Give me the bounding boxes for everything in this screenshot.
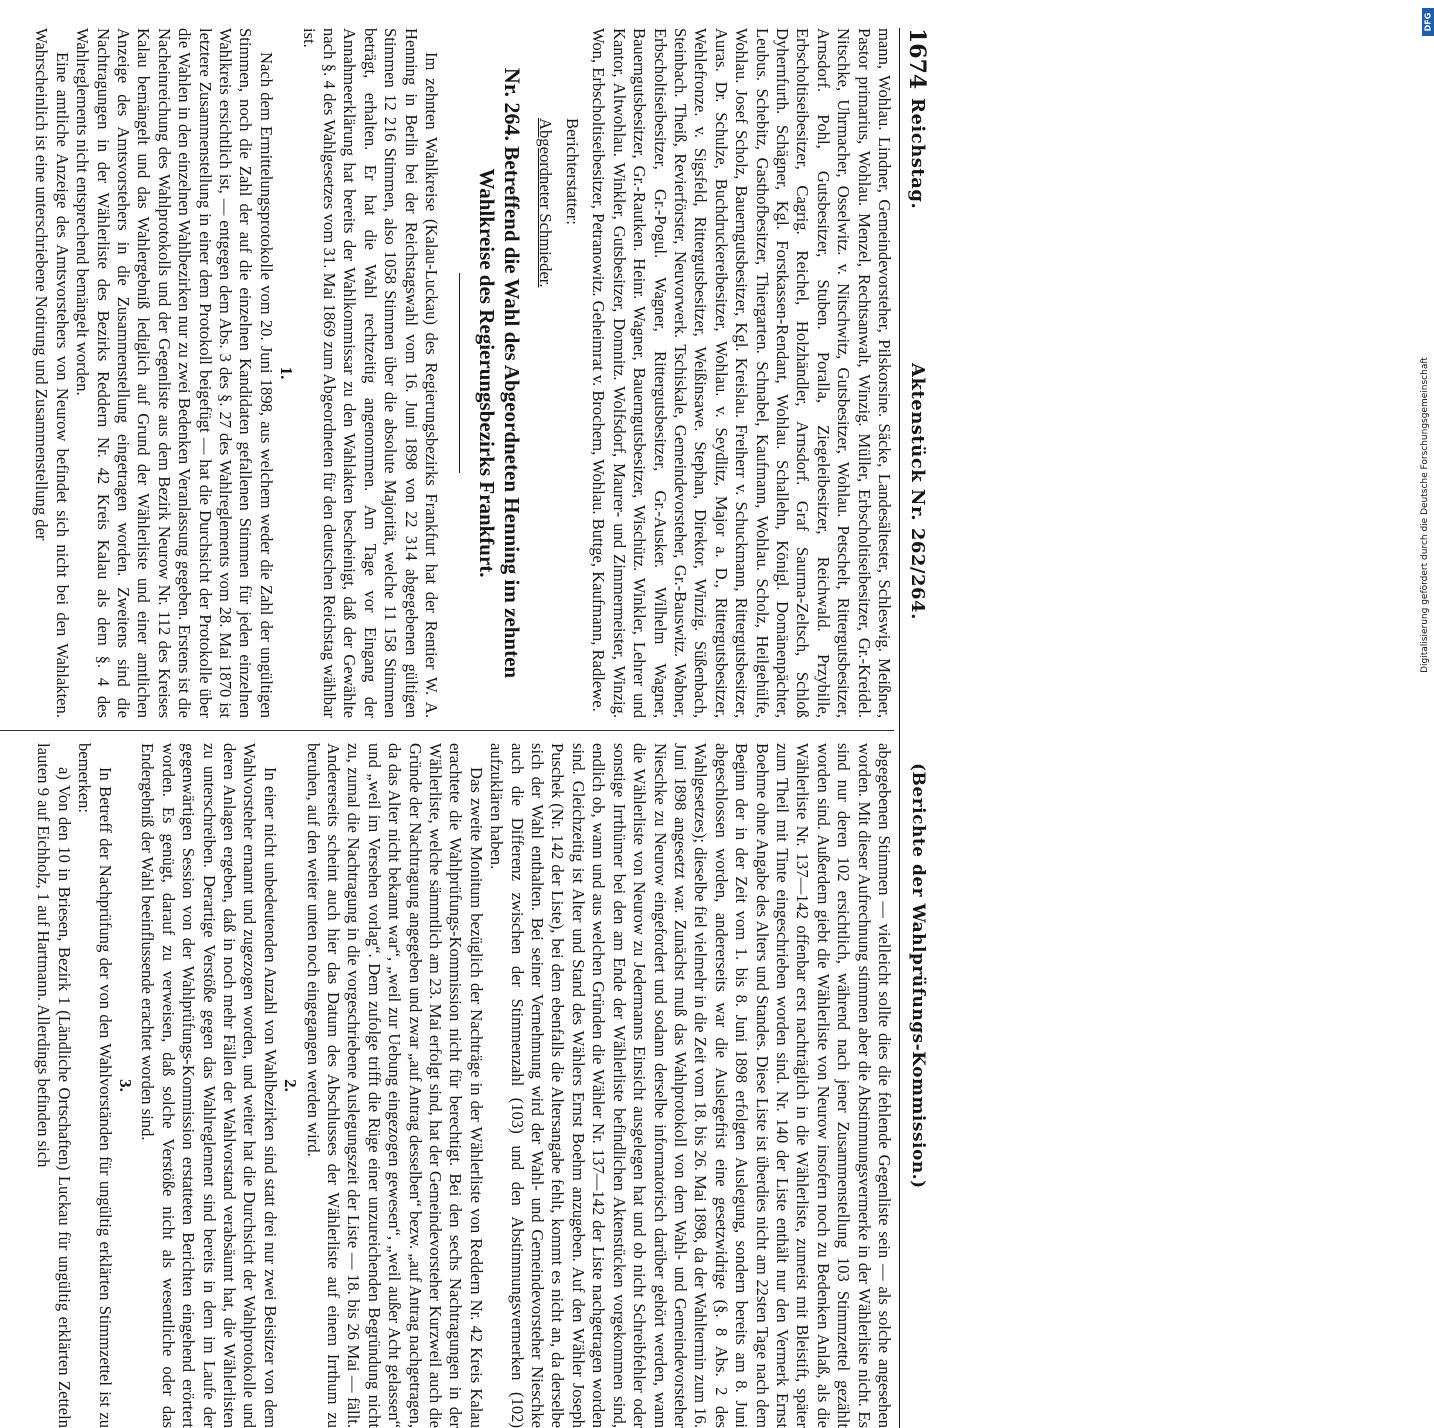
rapporteur-label: Berichterstatter: [562,118,582,225]
rapporteur-name: Abgeordneter Schmieder. [536,118,556,288]
running-head-left: Reichstag. [907,98,928,210]
dfg-logo-text: DFG [1423,12,1433,32]
running-head [899,28,932,1428]
right-paragraph-2: Das zweite Monitum bezüglich der Nachträge in der Wählerliste von Reddern Nr. 42 Kreis Kalau erachtete die Wahlprüfungs-Kommission nicht für berechtigt. Bei den sechs Nachtragungen in der Wählerliste, welche sämmtlich am 23. Mai erfolgt sind, hat der Gemeindevorsteher Kurzweil auch die Gründe der Nachtragung angegeben und zwar „auf Antrag desselben“ bezw. „auf Antrag nachgetragen, da das Alter nicht bekannt war“, „weil zur Uebung eingezogen gewesen“, „weil außer Acht gelassen“ und „weil im Versehen vorlag“. Dem zufolge trifft die Rüge einer unzureichenden Begründung nicht zu, zumal die Nachtragung in die vorgeschriebene Auslegungszeit der Liste — 18. bis 26 Mai — fällt. Andererseits scheint auch hier das Datum des Abschlusses der Wählerliste auf einem Irrthum zu beruhen, auf den weiter unten noch eingegangen werden wird. [303,743,486,1428]
right-column [0,743,894,1428]
rapporteur-name-line [535,28,555,718]
point-1-number: 1. [277,366,297,380]
running-head-center: Aktenstück Nr. 262/264. [907,363,928,620]
section-number: Nr. 264. [500,67,526,142]
section-heading [449,28,525,718]
closing-paragraph: Eine amtliche Anzeige des Amtsvorstehers von Neurow befindet sich nicht bei den Wahlakten. Wahrscheinlich ist eine unterschriebene Notirung und Zusammenstellung der [32,28,72,718]
member-list-paragraph: mann, Wohlau. Lindner, Gemeindevorsteher, Pilskorsine. Säcke, Landesältester, Schleswig. Meißner, Pastor primarius, Wohlau. Menzel, Rechtsanwalt, Winzig. Müller, Erbscholtiseibesitzer, Gr.-Kreidel. Nitschke, Uhrmacher, Osselwitz. v. Nitschwitz, Gutsbesitzer, Wohlau. Petschelt, Rittergutsbesitzer, Arnsdorf. Pohl, Gutsbesitzer, Stuben. Poralla, Ziegeleibesitzer, Reichwald. Przybille, Erbscholtiseibesitzer, Cagrig. Reichel, Holzhändler, Arnsdorf. Graf Saurma-Zeltsch, Schloß Dyhernfurth. Schägner, Kgl. Forstkassen-Rendant, Wohlau. Schallehn, Königl. Domänenpächter, Leubus. Schebitz, Gasthofbesitzer, Thiergarten. Schnabel, Kaufmann, Wohlau. Scholz, Heilgehülfe, Wohlau. Josef Scholz, Bauerngutsbesitzer, Kgl. Kreislau. Freiherr v. Schuckmann, Rittergutsbesitzer, Auras. Dr. Schulze, Buchdruckereibesitzer, Wohlau. v. Seydlitz, Major a. D., Rittergutsbesitzer, Wehlefronze. v. Sigsfeld, Rittergutsbesitzer, Weißinsawe. Stephan, Direktor, Winzig. Süßenbach, Steinbach. Theiß, Revierförster, Neuvorwerk. Tschiskale, Gemeindevorsteher, Gr.-Bauswitz. Wabner, Erbscholtiseibesitzer, Gr.-Pogul. Wagner, Rittergutsbesitzer, Gr.-Ausker. Wilhelm Wagner, Bauerngutsbesitzer, Gr.-Rautken. Heinr. Wagner, Bauerngutsbesitzer, Wischütz. Winkler, Lehrer und Kantor, Altwohlau. Winkler, Gutsbesitzer, Domnitz. Wolfsdorf, Maurer- und Zimmermeister, Winzig. Won, Erbscholtiseibesitzer, Petranowitz. Geheimrat v. Brochem, Wohlau. Buttge, Kaufmann, Radlewe. [589,28,894,718]
point-3a-paragraph: a) Von den 10 in Briesen, Bezirk 1 (Ländliche Ortschaften) Luckau für ungültig erklärten Zetteln lauten 9 auf Eichholz, 1 auf Hartmann. Allerdings befinden sich [34,743,74,1428]
scanned-page [0,28,932,1428]
section-title: Betreffend die Wahl des Abgeordneten Henning im zehnten Wahlkreise des Regierungsbezirks Frankfurt. [475,146,525,679]
dfg-logo [1422,8,1434,36]
intro-paragraph: Im zehnten Wahlkreise (Kalau-Luckau) des Regierungsbezirks Frankfurt hat der Rentier W. A. Henning in Berlin bei der Reichstagswahl vom 16. Juni 1898 von 22 314 abgegebenen gültigen Stimmen 12 216 Stimmen, also 1058 Stimmen über die absolute Majorität, welche 11 158 Stimmen beträgt, erhalten. Er hat die Wahl rechtzeitig angenommen. Am Tage vor Eingang der Annahmeerklärung hat bereits der Wahlkommissar zu den Wahlakten bescheinigt, daß der Gewählte nach §. 4 des Wahlgesetzes vom 31. Mai 1869 zum Abgeordneten für den deutschen Reichstag wählbar ist. [299,28,442,718]
right-paragraph-1: abgegebenen Stimmen — vielleicht sollte dies die fehlende Gegenliste sein — als solche angesehen worden. Mit dieser Aufrechnung stimmen aber die Abstimmungsvermerke in der Wählerliste nicht. Es sind nur deren 102 ersichtlich, während nach jener Zusammenstellung 103 Stimmzettel gezählt worden sind. Außerdem giebt die Wählerliste von Neurow insofern noch zu Bedenken Anlaß, als die Wählerliste Nr. 137—142 offenbar erst nachträglich in die Wählerliste, zumeist mit Bleistift, später zum Theil mit Tinte eingeschrieben worden sind. Nr. 140 der Liste enthält nur den Vermerk Ernst Boehme ohne Angabe des Alters und Standes. Diese Liste ist überdies nicht am 22sten Tage nach dem Beginn der in der Zeit vom 1. bis 8. Juni 1898 erfolgten Auslegung, sondern bereits am 8. Juni abgeschlossen worden, andererseits war die Auslegefrist eine gesetzwidrige (§. 8 Abs. 2 des Wahlgesetzes); dieselbe fiel vielmehr in die Zeit vom 18. bis 26. Mai 1898, da der Wahltermin zum 16. Juni 1898 angesetzt war. Zunächst muß das Wahlprotokoll von dem Wahl- und Gemeindevorsteher Nieschke zu Neurow eingefordert und sodann derselbe informatorisch darüber gehört werden, wann die Wählerliste von Neurow zu Jedermanns Einsicht ausgelegen hat und ob nicht Schreibfehler oder sonstige Irrthümer bei den am Ende der Wählerliste befindlichen Aktenstücken vorgekommen sind, endlich ob, wann und aus welchen Gründen die Wähler Nr. 137—142 der Liste nachgetragen worden sind. Gleichzeitig ist Alter und Stand des Wählers Ernst Boehm anzugeben. Auf den Wähler Joseph Puschek (Nr. 142 der Liste), bei dem ebenfalls die Altersangabe fehlt, kommt es nicht an, da derselbe sich der Wahl enthalten. Bei seiner Vernehmung wird der Wahl- und Gemeindevorsteher Nieschke auch die Differenz zwischen der Stimmenzahl (103) und den Abstimmungsvermerken (102) aufzuklären haben. [487,743,894,1428]
running-head-right: (Berichte der Wahlprüfungs-Kommission.) [908,763,928,1189]
point-3-paragraph: In Betreff der Nachprüfung der von den Wahlvorständen für ungültig erklärten Stimmzettel ist zu bemerken: [75,743,115,1428]
section-divider [459,273,460,473]
digitization-note-text: Digitalisierung gefördert durch die Deutsche Forschungsgemeinschaft [1420,357,1430,673]
left-column [0,28,894,718]
point-3-number: 3. [115,1079,135,1092]
page-number: 1674 [904,28,930,90]
point-2-number: 2. [281,1079,301,1092]
column-divider [0,730,894,731]
point-2-paragraph: In einer nicht unbedeutenden Anzahl von Wahlbezirken sind statt drei nur zwei Beisitzer von dem Wahlvorsteher ernannt und zugezogen worden, und weiter hat die Durchsicht der Wahlprotokolle und deren Anlagen ergeben, daß in noch mehr Fällen der Wahlvorstand verabsäumt hat, die Wählerlisten zu unterschreiben. Derartige Verstöße gegen das Wahlreglement sind bereits in dem im Laufe der gegenwärtigen Session von der Wahlprüfungs-Kommission erstatteten Berichten eingehend erörtert worden. Es genügt, darauf zu verweisen, daß solche Verstöße nicht als wesentliche oder das Endergebniß der Wahl beeinflussende erachtet worden sind. [138,743,280,1428]
point-1-paragraph: Nach dem Ermittelungsprotokolle vom 20. Juni 1898, aus welchem weder die Zahl der ungültigen Stimmen, noch die Zahl der auf die einzelnen Kandidaten gefallenen Stimmen für jeden einzelnen Wahlkreis ersichtlich ist, — entgegen dem Abs. 3 des §. 27 des Wahlreglements vom 28. Mai 1870 ist letztere Zusammenstellung in einer dem Protokoll beigefügt — hat die Durchsicht der Protokolle über die Wahlen in den einzelnen Wahlbezirken nur zu zwei Bedenken Veranlassung gegeben. Erstens ist die Nacheinreichung des Wahlprotokolls und der Gegenliste aus dem Bezirk Neurow Nr. 112 des Kreises Kalau bemängelt und das Wahlergebniß lediglich auf Grund der Wählerliste und einer amtlichen Anzeige des Amtsvorstehers in die Zusammenstellung eingetragen worden. Zweitens sind die Nachtragungen in der Wählerliste des Bezirks Reddern Nr. 42 Kreis Kalau als dem §. 4 des Wahlreglements nicht entsprechend bemängelt worden. [73,28,276,718]
